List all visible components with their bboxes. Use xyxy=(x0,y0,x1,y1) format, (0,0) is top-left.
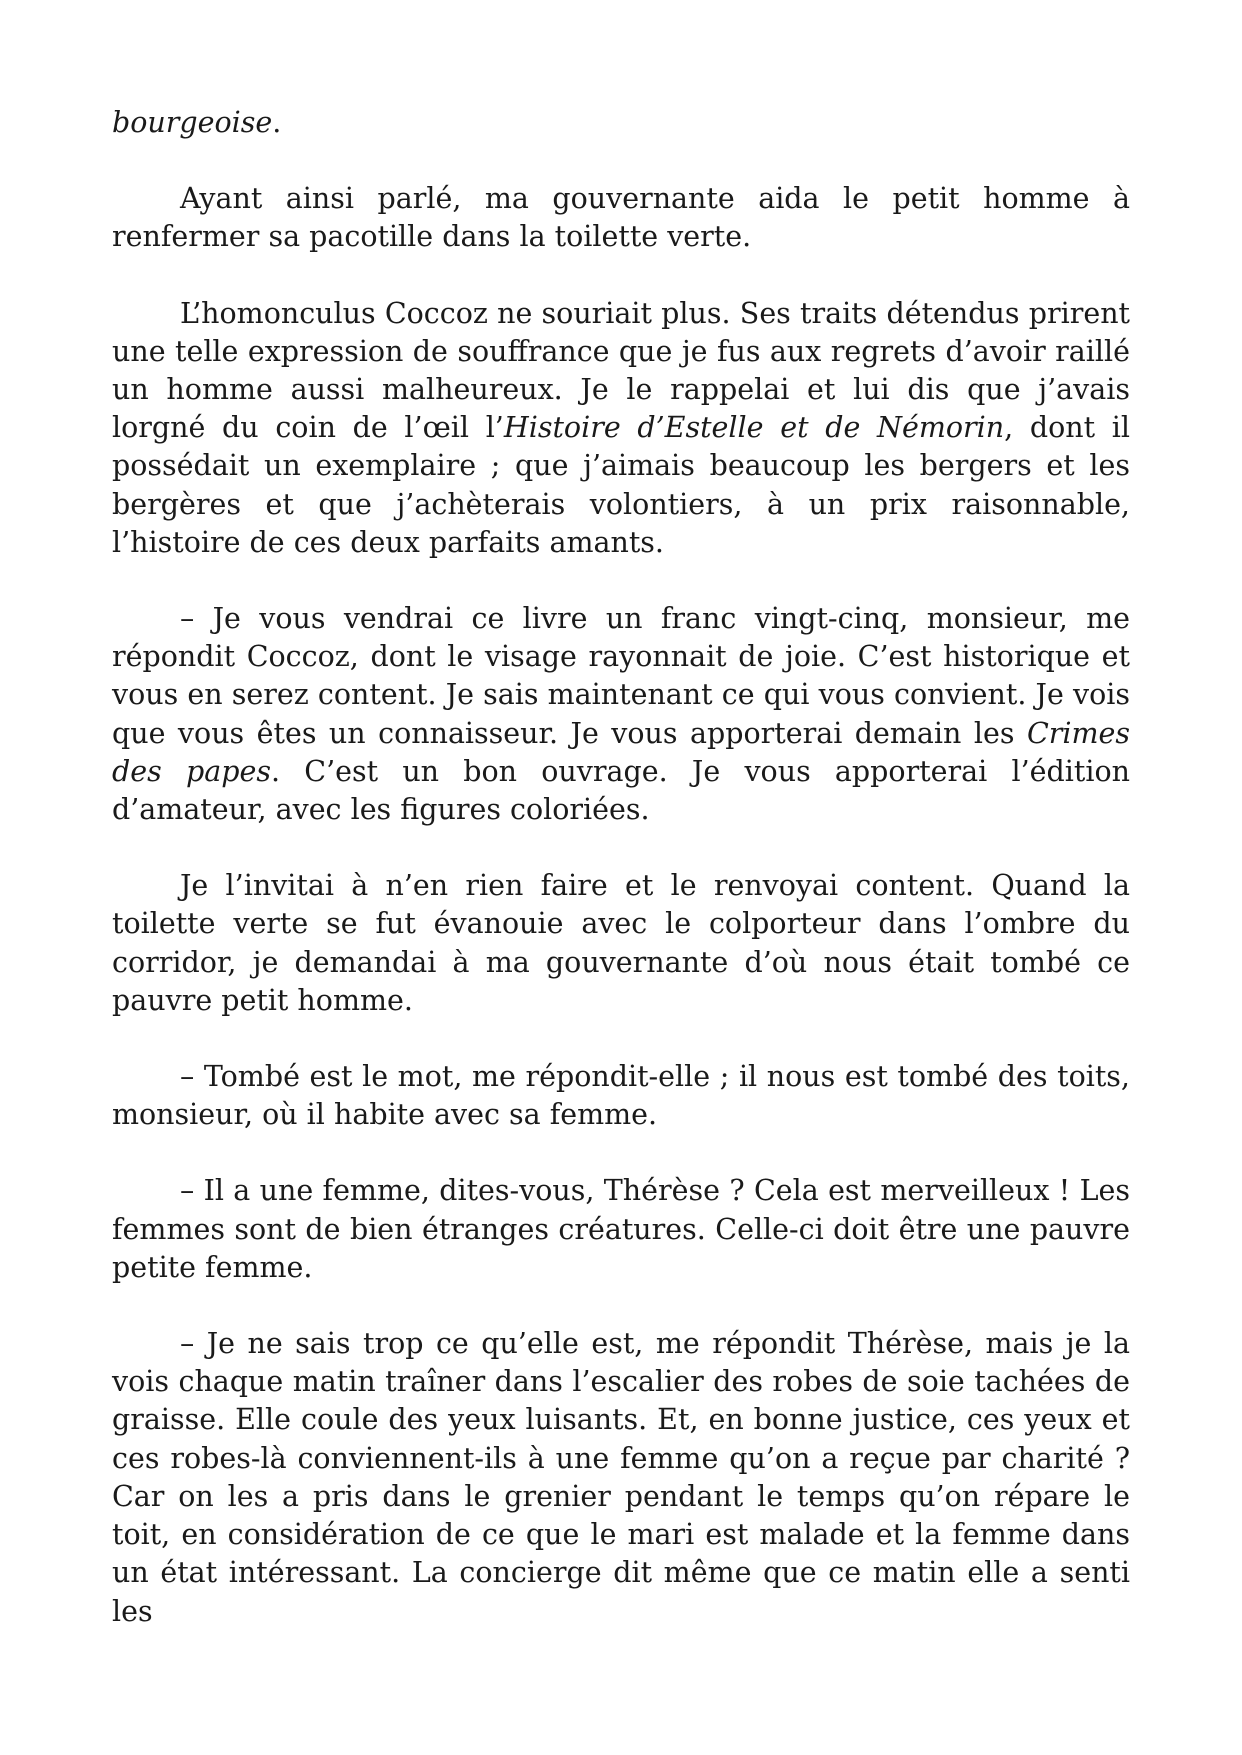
paragraph-7: – Il a une femme, dites-vous, Thérèse ? Cela est merveilleux ! Les femmes sont de bien étranges créatures. Celle-ci doit être une pauvre petite femme. xyxy=(112,1174,1130,1284)
paragraph-1: bourgeoise. xyxy=(112,106,282,139)
paragraph-6: – Tombé est le mot, me répondit-elle ; il nous est tombé des toits, monsieur, où il habite avec sa femme. xyxy=(112,1060,1130,1132)
paragraph-5: Je l’invitai à n’en rien faire et le renvoyai content. Quand la toilette verte se fut évanouie avec le colporteur dans l’ombre du corridor, je demandai à ma gouvernante d’où nous était tombé ce pauvre petit homme. xyxy=(112,869,1130,1017)
document-page xyxy=(112,104,1130,1631)
paragraph-8: – Je ne sais trop ce qu’elle est, me répondit Thérèse, mais je la vois chaque matin traîner dans l’escalier des robes de soie tachées de graisse. Elle coule des yeux luisants. Et, en bonne justice, ces yeux et ces robes-là conviennent-ils à une femme qu’on a reçue par charité ? Car on les a pris dans le grenier pendant le temps qu’on répare le toit, en considération de ce que le mari est malade et la femme dans un état intéressant. La concierge dit même que ce matin elle a senti les xyxy=(112,1327,1130,1628)
book-title-crimes: Crimes des papes xyxy=(112,716,1130,788)
italic-word: bourgeoise xyxy=(112,106,273,139)
paragraph-2: Ayant ainsi parlé, ma gouvernante aida le petit homme à renfermer sa pacotille dans la toilette verte. xyxy=(112,182,1130,254)
book-title-estelle: Histoire d’Estelle et de Némorin xyxy=(503,411,1005,445)
paragraph-3: L’homonculus Coccoz ne souriait plus. Ses traits détendus prirent une telle expression de souffrance que je fus aux regrets d’avoir raillé un homme aussi malheureux. Je le rappelai et lui dis que j’avais lorgné du coin de l’œil l’Histoire d’Estelle et de Némorin, dont il possédait un exemplaire ; que j’aimais beaucoup les bergers et les bergères et que j’achèterais volontiers, à un prix raisonnable, l’histoire de ces deux parfaits amants. xyxy=(112,296,1130,559)
paragraph-4: – Je vous vendrai ce livre un franc vingt-cinq, monsieur, me répondit Coccoz, dont le visage rayonnait de joie. C’est historique et vous en serez content. Je sais maintenant ce qui vous convient. Je vois que vous êtes un connaisseur. Je vous apporterai demain les Crimes des papes. C’est un bon ouvrage. Je vous apporterai l’édition d’amateur, avec les figures coloriées. xyxy=(112,602,1130,827)
